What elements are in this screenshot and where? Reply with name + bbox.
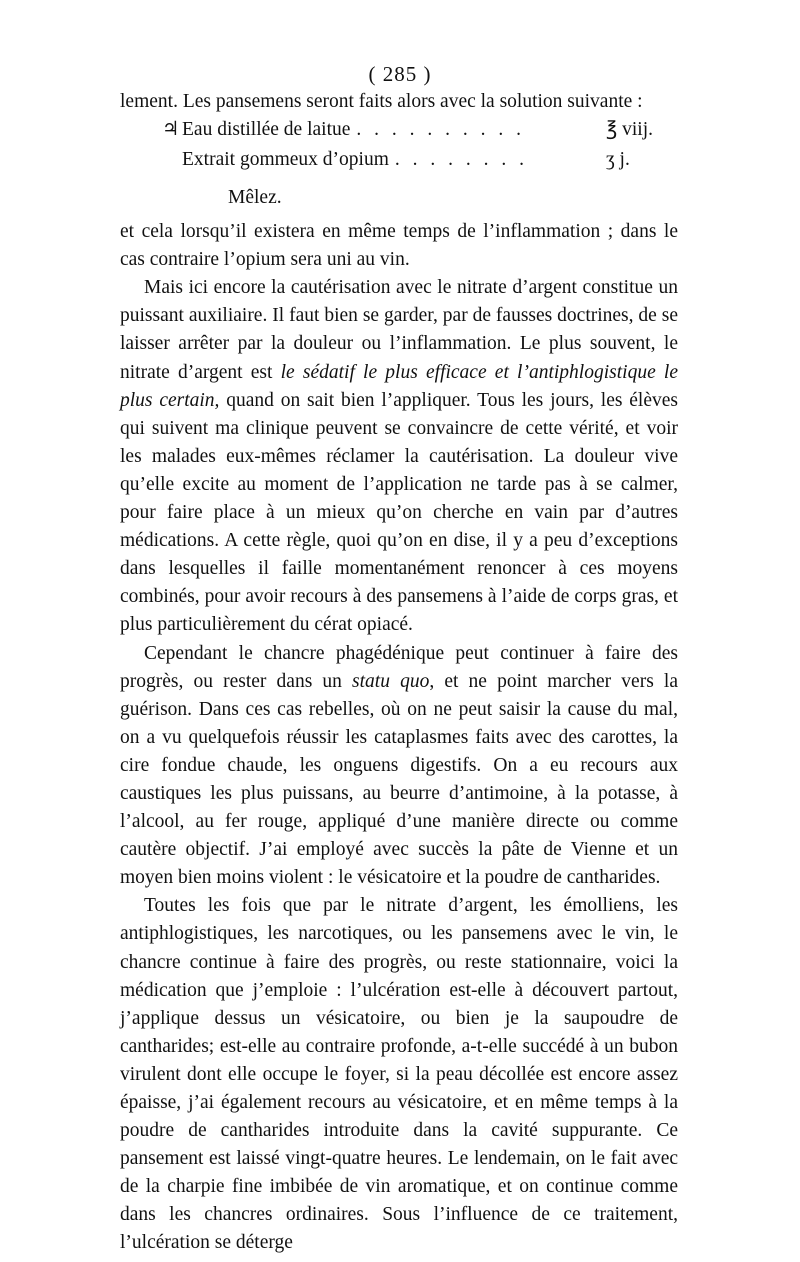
recipe-symbol: ♃	[162, 119, 180, 141]
recipe-ingredient: Extrait gommeux d’opium	[182, 149, 389, 171]
paragraph-4-text-b: , et ne point marcher vers la guérison. Dans ces cas rebelles, où on ne peut saisir la cause du mal, on a vu quelquefois réussir les cataplasmes faits avec des carottes, la cire fondue chaude, les onguens digestifs. On a eu recours aux caustiques les plus puissans, au beurre d’antimoine, à la potasse, à l’alcool, au fer rouge, appliqué d’une manière directe ou comme cautère objectif. J’ai employé avec succès la pâte de Vienne et un moyen bien moins violent : le vésicatoire et la poudre de cantharides.	[120, 670, 678, 889]
paragraph-3	[120, 274, 678, 639]
recipe-line-2	[120, 146, 678, 176]
paragraph-3-text-a: Mais ici encore la cautérisation avec le nitrate d’argent constitue un puissant auxiliaire. Il faut bien se garder, par de fausses doctrines, de se laisser arrêter par la douleur ou l’inflammation. Le plus souvent, le nitrate d’argent est	[120, 277, 678, 383]
recipe-line-1	[120, 116, 678, 146]
paragraph-4-emphasis: statu quo	[352, 670, 430, 692]
paragraph-1: lement. Les pansemens seront faits alors avec la solution suivante :	[120, 91, 643, 112]
recipe-ingredient: Eau distillée de laitue	[182, 119, 351, 141]
page-number: ( 285 )	[368, 62, 432, 86]
paragraph-5: Toutes les fois que par le nitrate d’argent, les émolliens, les antiphlogistiques, les narcotiques, ou les pansemens avec le vin, le chancre continue à faire des progrès, ou reste stationnaire, voici la médication que j’emploie : l’ulcération est-elle à découvert partout, j’applique dessus un vésicatoire, ou bien je la saupoudre de cantharides; est-elle au contraire profonde, a-t-elle succédé à un bubon virulent dont elle occupe le foyer, si la peau décollée est encore assez épaisse, j’ai également recours au vésicatoire, et en même temps à la poudre de cantharides introduite dans la cavité suppurante. Ce pansement est laissé vingt-quatre heures. Le lendemain, on le fait avec de la charpie fine imbibée de vin aromatique, et on continue comme dans les chancres ordinaires. Sous l’influence de ce traitement, l’ulcération se déterge	[120, 895, 678, 1254]
recipe-instruction: Mêlez.	[228, 187, 282, 209]
recipe	[120, 116, 678, 218]
recipe-quantity: ℥ viij.	[606, 119, 654, 141]
paragraph-2: et cela lorsqu’il existera en même temps de l’inflammation ; dans le cas contraire l’opium sera uni au vin.	[120, 221, 678, 271]
recipe-leader-dots: . . . . . . . . . .	[356, 119, 526, 141]
body-text	[120, 88, 678, 1258]
recipe-leader-dots: . . . . . . . .	[394, 149, 529, 171]
paragraph-3-emphasis: le sédatif le plus efficace et l’antiphlogistique le plus certain,	[120, 361, 678, 411]
paragraph-4	[120, 640, 678, 893]
paragraph-3-text-b: quand on sait bien l’appliquer. Tous les jours, les élèves qui suivent ma clinique peuvent se convaincre de cette vérité, et voir les malades eux-mêmes réclamer la cautérisation. La douleur vive qu’elle excite au moment de l’application ne tarde pas à se calmer, pour faire place à un mieux qu’on cherche en vain par d’autres médications. A cette règle, quoi qu’on en dise, il y a peu d’exceptions dans lesquelles il faille momentanément renoncer à ces moyens combinés, pour avoir recours à des pansemens à l’aide de corps gras, et plus particulièrement du cérat opiacé.	[120, 389, 678, 636]
recipe-quantity: ʒ j.	[606, 149, 630, 171]
paragraph-4-text-a: Cependant le chancre phagédénique peut continuer à faire des progrès, ou rester dans un	[120, 642, 678, 692]
